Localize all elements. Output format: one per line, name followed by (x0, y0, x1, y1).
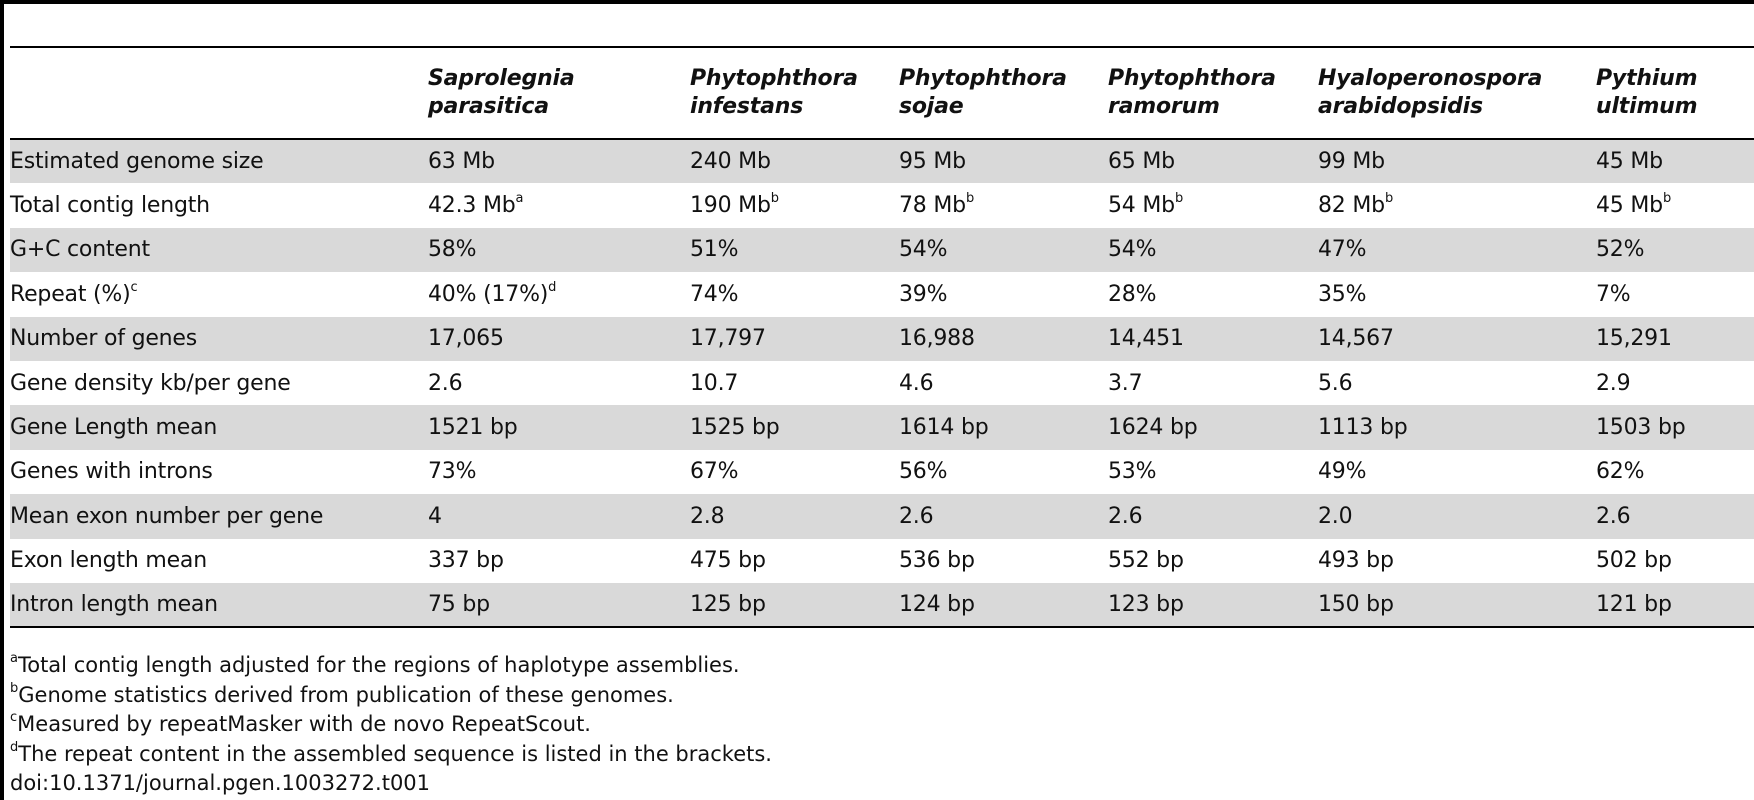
table-row (10, 317, 1754, 361)
table-cell (428, 405, 690, 449)
cell-value: 2.6 (1596, 503, 1631, 529)
cell-value: 45 Mb (1596, 149, 1663, 175)
cell-value: 28% (1108, 281, 1157, 307)
table-cell (428, 494, 690, 538)
cell-value: 1525 bp (690, 415, 780, 441)
cell-value: 39% (899, 281, 948, 307)
cell-value: 35% (1318, 281, 1367, 307)
table-cell (690, 228, 899, 272)
row-label (10, 494, 428, 538)
footnote-marker: c (10, 710, 18, 725)
table-cell (1318, 317, 1596, 361)
cell-value: 337 bp (428, 548, 504, 574)
cell-value: 552 bp (1108, 548, 1184, 574)
row-label (10, 228, 428, 272)
footnote-text: Measured by repeatMasker with de novo RepeatScout. (17, 712, 591, 736)
row-label-text: G+C content (10, 237, 150, 263)
footnote-marker: b (965, 190, 974, 206)
table-header (10, 47, 1754, 139)
cell-value: 45 Mb (1596, 193, 1663, 219)
cell-value: 74% (690, 281, 739, 307)
row-label-text: Mean exon number per gene (10, 503, 324, 529)
cell-value: 4.6 (899, 370, 934, 396)
table-cell (690, 361, 899, 405)
row-label (10, 317, 428, 361)
cell-value: 2.9 (1596, 370, 1631, 396)
table-row (10, 539, 1754, 583)
footnote-marker: b (1384, 190, 1393, 206)
cell-value: 1521 bp (428, 415, 518, 441)
table-cell (1596, 539, 1754, 583)
cell-value: 52% (1596, 237, 1645, 263)
row-label (10, 539, 428, 583)
cell-value: 42.3 Mb (428, 193, 516, 219)
table-cell (1108, 228, 1318, 272)
table-cell (899, 405, 1108, 449)
row-label (10, 450, 428, 494)
row-label-text: Total contig length (10, 193, 210, 219)
cell-value: 2.6 (428, 370, 463, 396)
cell-value: 502 bp (1596, 548, 1672, 574)
cell-value: 2.6 (899, 503, 934, 529)
footnote-line (10, 651, 772, 681)
cell-value: 15,291 (1596, 326, 1672, 352)
cell-value: 2.0 (1318, 503, 1353, 529)
table-cell (1596, 139, 1754, 183)
footnote-line (10, 710, 772, 740)
cell-value: 10.7 (690, 370, 739, 396)
cell-value: 1624 bp (1108, 415, 1198, 441)
column-header-hyaloperonospora: Hyaloperonospora arabidopsidis (1318, 66, 1543, 119)
cell-value: 17,797 (690, 326, 766, 352)
row-label-text: Gene Length mean (10, 415, 218, 441)
table-cell (899, 183, 1108, 227)
cell-value: 56% (899, 459, 948, 485)
table-cell (428, 361, 690, 405)
table-cell (1596, 494, 1754, 538)
table-cell (1318, 494, 1596, 538)
cell-value: 58% (428, 237, 477, 263)
table-cell (428, 272, 690, 316)
table-cell (899, 494, 1108, 538)
cell-value: 78 Mb (899, 193, 966, 219)
cell-value: 493 bp (1318, 548, 1394, 574)
footnote-marker: b (770, 190, 779, 206)
cell-value: 17,065 (428, 326, 504, 352)
column-header-saprolegnia: Saprolegnia parasitica (428, 66, 575, 119)
footnote-marker: a (515, 190, 524, 206)
table-cell (1596, 228, 1754, 272)
row-label-text: Exon length mean (10, 548, 207, 574)
table-cell (899, 139, 1108, 183)
cell-value: 67% (690, 459, 739, 485)
table-row (10, 361, 1754, 405)
table-cell (899, 361, 1108, 405)
cell-value: 123 bp (1108, 592, 1184, 618)
table-cell (1318, 539, 1596, 583)
cell-value: 190 Mb (690, 193, 771, 219)
cell-value: 475 bp (690, 548, 766, 574)
table-row (10, 139, 1754, 183)
footnote-marker: b (1662, 190, 1671, 206)
footnote-line (10, 740, 772, 770)
table-cell (1108, 539, 1318, 583)
row-label-text: Gene density kb/per gene (10, 370, 291, 396)
column-header-p-sojae: Phytophthora sojae (899, 66, 1067, 119)
table-cell (690, 450, 899, 494)
table-row (10, 583, 1754, 627)
column-header-p-ramorum: Phytophthora ramorum (1108, 66, 1276, 119)
table-cell (899, 228, 1108, 272)
cell-value: 536 bp (899, 548, 975, 574)
table-cell (1318, 272, 1596, 316)
cell-value: 240 Mb (690, 149, 771, 175)
footnote-marker: a (10, 651, 18, 666)
table-cell (428, 583, 690, 627)
cell-value: 65 Mb (1108, 149, 1175, 175)
table-cell (428, 139, 690, 183)
table-cell (1318, 228, 1596, 272)
cell-value: 124 bp (899, 592, 975, 618)
doi-link[interactable]: doi:10.1371/journal.pgen.1003272.t001 (10, 771, 431, 795)
table-cell (1108, 494, 1318, 538)
footnote-marker: d (548, 279, 557, 295)
table-row (10, 450, 1754, 494)
table-cell (1318, 405, 1596, 449)
table-cell (690, 494, 899, 538)
cell-value: 73% (428, 459, 477, 485)
row-label (10, 272, 428, 316)
footnote-text: The repeat content in the assembled sequence is listed in the brackets. (18, 741, 772, 766)
table-body (10, 139, 1754, 627)
table-cell (1596, 583, 1754, 627)
top-rule (0, 0, 1754, 4)
cell-value: 3.7 (1108, 370, 1143, 396)
cell-value: 2.8 (690, 503, 725, 529)
table-row (10, 228, 1754, 272)
header-row (10, 47, 1754, 139)
table-cell (1108, 272, 1318, 316)
table-cell (1596, 361, 1754, 405)
table-cell (899, 539, 1108, 583)
cell-value: 1614 bp (899, 415, 989, 441)
cell-value: 5.6 (1318, 370, 1353, 396)
table-cell (690, 317, 899, 361)
cell-value: 95 Mb (899, 149, 966, 175)
table-cell (1596, 405, 1754, 449)
genome-stats-table (10, 46, 1754, 628)
table-cell (899, 583, 1108, 627)
row-label-text: Intron length mean (10, 592, 218, 618)
table-cell (690, 272, 899, 316)
table-cell (899, 272, 1108, 316)
cell-value: 75 bp (428, 592, 490, 618)
table-cell (1108, 183, 1318, 227)
table-cell (899, 317, 1108, 361)
cell-value: 54% (1108, 237, 1157, 263)
row-label-text: Repeat (%) (10, 281, 131, 307)
table-row (10, 494, 1754, 538)
table-cell (428, 183, 690, 227)
table-row (10, 405, 1754, 449)
table-cell (1318, 139, 1596, 183)
cell-value: 14,451 (1108, 326, 1184, 352)
cell-value: 1113 bp (1318, 415, 1408, 441)
cell-value: 47% (1318, 237, 1367, 263)
table-cell (899, 450, 1108, 494)
row-label-text: Number of genes (10, 326, 198, 352)
cell-value: 16,988 (899, 326, 975, 352)
table-cell (690, 139, 899, 183)
row-label (10, 583, 428, 627)
table-row (10, 183, 1754, 227)
cell-value: 125 bp (690, 592, 766, 618)
cell-value: 121 bp (1596, 592, 1672, 618)
table-cell (428, 539, 690, 583)
cell-value: 1503 bp (1596, 415, 1686, 441)
table-row (10, 272, 1754, 316)
footnote-marker: b (1174, 190, 1183, 206)
table-cell (1108, 405, 1318, 449)
table-footnotes (10, 651, 772, 799)
row-label-text: Genes with introns (10, 459, 213, 485)
header-corner (10, 47, 428, 139)
table-cell (1108, 583, 1318, 627)
cell-value: 62% (1596, 459, 1645, 485)
footnote-marker: d (10, 739, 19, 755)
column-header-p-infestans: Phytophthora infestans (690, 66, 858, 119)
table-cell (690, 405, 899, 449)
cell-value: 7% (1596, 281, 1631, 307)
table-cell (690, 539, 899, 583)
cell-value: 53% (1108, 459, 1157, 485)
footnote-text: Genome statistics derived from publication of these genomes. (18, 682, 674, 707)
column-header-pythium: Pythium ultimum (1596, 66, 1698, 119)
cell-value: 51% (690, 237, 739, 263)
footnote-marker: b (10, 680, 19, 696)
row-label-text: Estimated genome size (10, 149, 264, 175)
table-cell (1596, 183, 1754, 227)
cell-value: 82 Mb (1318, 193, 1385, 219)
table-cell (1108, 317, 1318, 361)
cell-value: 150 bp (1318, 592, 1394, 618)
left-rule (0, 0, 4, 800)
cell-value: 2.6 (1108, 503, 1143, 529)
table-cell (1318, 183, 1596, 227)
cell-value: 54% (899, 237, 948, 263)
table-cell (1108, 139, 1318, 183)
cell-value: 49% (1318, 459, 1367, 485)
cell-value: 14,567 (1318, 326, 1394, 352)
table-cell (1596, 450, 1754, 494)
row-label (10, 183, 428, 227)
cell-value: 99 Mb (1318, 149, 1385, 175)
row-label (10, 405, 428, 449)
row-label (10, 361, 428, 405)
table-cell (428, 450, 690, 494)
table-cell (1318, 583, 1596, 627)
table-cell (1596, 272, 1754, 316)
table-cell (1108, 450, 1318, 494)
cell-value: 40% (17%) (428, 281, 549, 307)
footnote-text: Total contig length adjusted for the regions of haplotype assemblies. (17, 653, 740, 677)
row-label (10, 139, 428, 183)
table-cell (690, 183, 899, 227)
table-cell (428, 317, 690, 361)
table-cell (1108, 361, 1318, 405)
table-cell (428, 228, 690, 272)
table-cell (1596, 317, 1754, 361)
cell-value: 54 Mb (1108, 193, 1175, 219)
table-cell (690, 583, 899, 627)
genome-stats-table-wrapper (10, 46, 1754, 628)
cell-value: 4 (428, 503, 442, 529)
table-cell (1318, 361, 1596, 405)
footnote-line (10, 681, 772, 711)
footnote-marker: c (130, 279, 138, 295)
table-cell (1318, 450, 1596, 494)
cell-value: 63 Mb (428, 149, 495, 175)
